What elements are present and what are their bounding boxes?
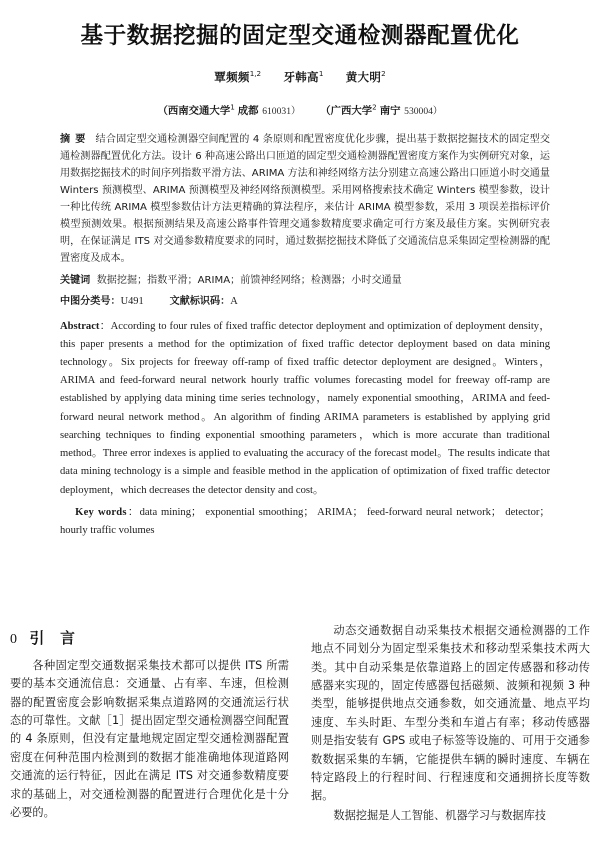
section-title: 引 言 bbox=[29, 630, 76, 647]
author-affiliation-marker: 2 bbox=[381, 69, 386, 79]
abstract-english-separator: ： bbox=[99, 320, 111, 332]
keywords-chinese bbox=[60, 272, 550, 289]
keywords-chinese-label: 关键词 bbox=[60, 274, 91, 286]
affiliation-city: 南宁 bbox=[379, 105, 401, 118]
author-affiliation-marker: 1,2 bbox=[249, 69, 262, 79]
section-number: 0 bbox=[10, 632, 18, 647]
abstract-chinese-label: 摘要 bbox=[60, 134, 91, 146]
paper-page bbox=[0, 22, 600, 864]
affiliation-city: 成都 bbox=[237, 105, 259, 118]
affiliation-marker: 1 bbox=[230, 102, 235, 112]
column-left bbox=[10, 622, 289, 864]
author-name: 牙韩高 bbox=[283, 70, 319, 85]
paragraph: 动态交通数据自动采集技术根据交通检测器的工作地点不同划分为固定型采集技术和移动型采集技术两大类。其中自动采集是依靠道路上的固定传感器和移动传感器来实现的，固定传感器包括磁频、波频和视频 3 种类型，能够提供地点交通参数，如交通流量、地点平均速度、车头时距、车型分类和车道占有率；移动传感器则是指安装有 GPS 或电子标签等设施的、可用于交通参数数据采集的车辆，它能提供车辆的瞬时速度、车辆在特定路段上的行程时间、行程速度和交通拥挤长度等数据。 bbox=[311, 624, 590, 803]
section-heading bbox=[10, 627, 289, 648]
keywords-english-text: data mining； exponential smoothing； ARIMA； feed-forward neural network； detector； hourly traffic volumes bbox=[60, 506, 550, 536]
author-list bbox=[10, 69, 590, 85]
affiliation-list bbox=[10, 102, 590, 117]
clc-label: 中图分类号： bbox=[60, 295, 121, 307]
keywords-chinese-text: 数据挖掘；指数平滑；ARIMA；前馈神经网络；检测器；小时交通量 bbox=[96, 274, 402, 286]
abstract-english-text: According to four rules of fixed traffic detector deployment and optimization of deployment density，this paper presents a method for the optimization of fixed traffic detector deployment based on data mining technology。Six projects for freeway off-ramp of fixed traffic detector deployment are designed。Winters，ARIMA and feed-forward neural network hourly traffic volumes forecasting model for freeway off-ramp are established by applying data mining time series technology，namely exponential smoothing，ARIMA and feed-forward neural network method。An algorithm of finding ARIMA parameters is established by applying grid searching techniques to finding exponential smoothing parameters，which is more accurate than traditional method。Three error indexes is applied to evaluating the accuracy of the forecast model。The results indicate that data mining technology is a simple and feasible method in the application of optimization of fixed traffic detector deployment，which decreases the detector density and cost。 bbox=[60, 320, 550, 496]
classification-line bbox=[60, 293, 550, 311]
affiliation-org: （广西大学 bbox=[320, 105, 373, 118]
affiliation-entry bbox=[320, 102, 443, 118]
document-code-value: A bbox=[230, 295, 238, 307]
affiliation-marker: 2 bbox=[372, 102, 377, 112]
abstract-english bbox=[60, 318, 550, 500]
keywords-english bbox=[60, 504, 550, 540]
paragraph: 各种固定型交通数据采集技术都可以提供 ITS 所需要的基本交通流信息：交通量、占有率、车速，但检测器的配置密度会影响数据采集点道路网的交通流运行状态的可靠性。文献［1］提出固定型交通检测器空间配置的 4 条原则，但没有定量地规定固定型交通检测器配置密度在何种范围内检测到的数据才能准确地体现道路网交通流的运行特征，因此在满足 ITS 对交通参数精度要求的基础上，对交通检测器的配置进行合理优化是十分必要的。 bbox=[10, 659, 289, 819]
keywords-english-separator: ： bbox=[126, 506, 140, 518]
clc-value: U491 bbox=[120, 295, 144, 307]
abstract-chinese-text: 结合固定型交通检测器空间配置的 4 条原则和配置密度优化步骤，提出基于数据挖掘技术的固定型交通检测器配置优化方法。设计 6 种高速公路出口匝道的固定型交通检测器配置密度方案作为实例研究对象，运用数据挖掘技术的时间序列指数平滑方法、ARIMA 方法和神经网络方法分别建立高速公路出口匝道小时交通量 Winters 预测模型、ARIMA 预测模型及神经网络预测模型。采用网格搜索技术确定 Winters 模型参数，设计一种比传统 ARIMA 模型参数估计方法更精确的算法程序，来估计 ARIMA 模型参数，采用 3 项误差指标评价模型预测效果。根据预测结果及高速公路事件管理交通参数精度要求确定可行方案及最佳方案。实例研究表明，在保证满足 ITS 对交通参数精度要求的同时，通过数据挖掘技术降低了交通流信息采集固定型检测器的配置密度及成本。 bbox=[60, 134, 551, 264]
author-entry bbox=[283, 70, 323, 84]
body-columns bbox=[10, 622, 590, 864]
affiliation-zip: 530004） bbox=[404, 106, 443, 118]
author-entry bbox=[214, 70, 261, 84]
document-code-label: 文献标识码： bbox=[169, 295, 231, 307]
affiliation-zip: 610031） bbox=[262, 106, 301, 118]
page-title: 基于数据挖掘的固定型交通检测器配置优化 bbox=[80, 23, 520, 49]
affiliation-org: （西南交通大学 bbox=[157, 105, 231, 118]
author-entry bbox=[346, 70, 386, 84]
keywords-english-label: Key words bbox=[75, 506, 127, 518]
column-right bbox=[311, 622, 590, 864]
abstract-chinese bbox=[60, 132, 550, 268]
author-name: 黄大明 bbox=[345, 70, 382, 85]
paragraph: 数据挖掘是人工智能、机器学习与数据库技 bbox=[333, 808, 546, 822]
affiliation-entry bbox=[157, 102, 301, 118]
author-affiliation-marker: 1 bbox=[318, 69, 324, 79]
author-name: 覃频频 bbox=[214, 70, 250, 85]
abstract-english-label: Abstract bbox=[60, 320, 100, 332]
